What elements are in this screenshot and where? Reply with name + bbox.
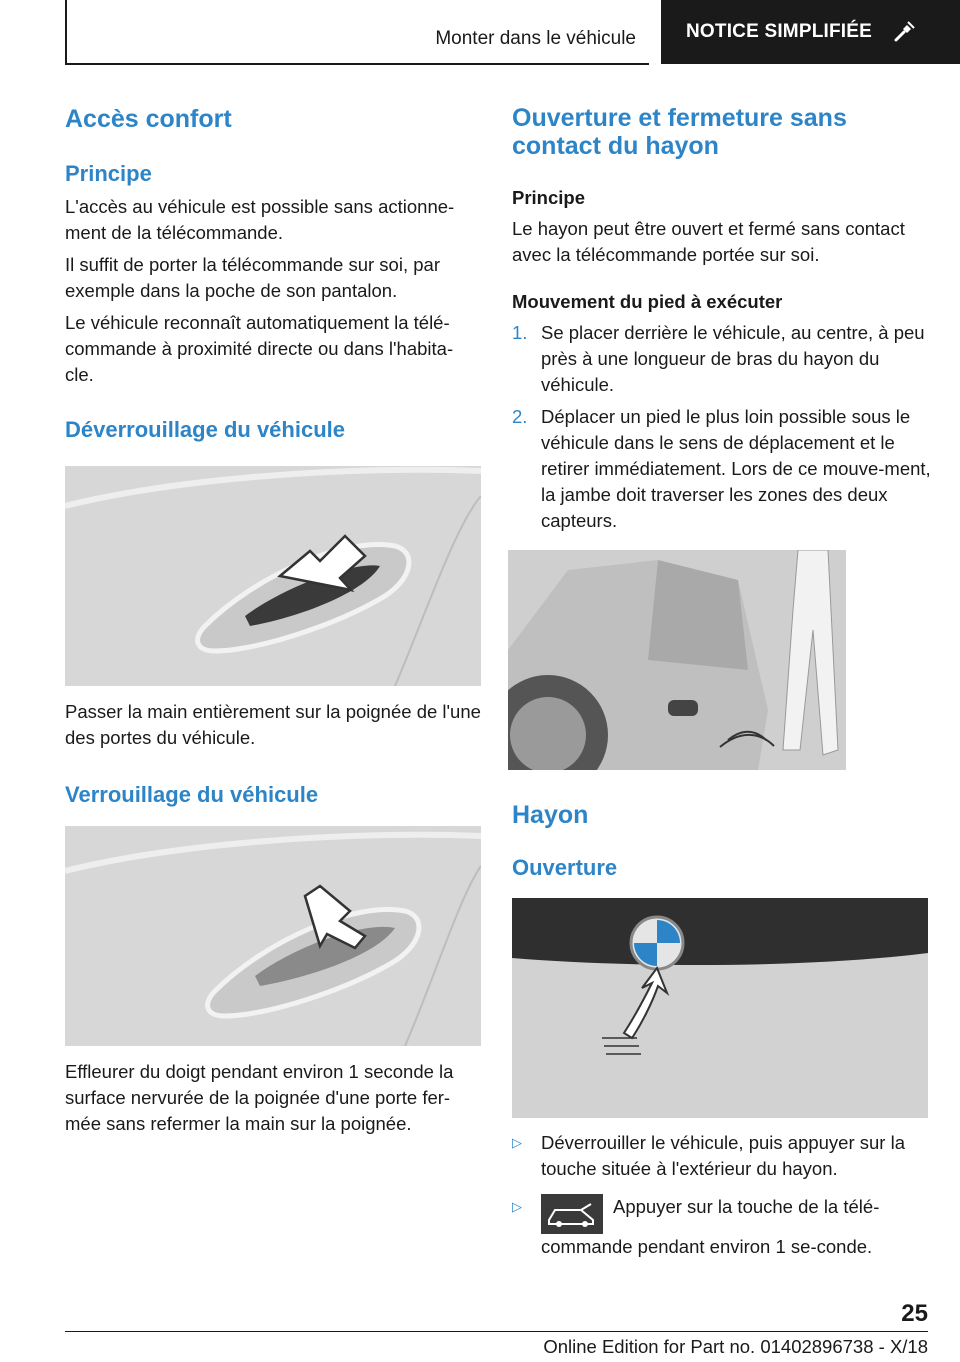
bullet-text: Déverrouiller le véhicule, puis appuyer sur la touche située à l'extérieur du hayon. — [541, 1132, 906, 1179]
hayon-heading: Hayon — [512, 801, 589, 829]
bullet-triangle-icon: ▷ — [512, 1135, 522, 1150]
step-number: 2. — [512, 406, 528, 427]
header-rule-bottom — [65, 63, 649, 65]
bullet-1 — [512, 1130, 932, 1182]
header-badge-label: NOTICE SIMPLIFIÉE — [686, 21, 873, 42]
tool-icon — [892, 20, 916, 44]
principe-text: Le hayon peut être ouvert et fermé sans contact avec la télécommande portée sur soi. — [512, 218, 905, 265]
bullet-triangle-icon: ▷ — [512, 1199, 522, 1214]
door-handle-unlock-illustration — [65, 466, 481, 686]
step-text: Déplacer un pied le plus loin possible sous le véhicule dans le sens de déplacement et le retirer immédiatement. Lors de ce mouve-ment, la jambe doit traverser les zones des deux capteurs. — [541, 406, 931, 531]
header-badge — [661, 0, 960, 64]
step-text: Se placer derrière le véhicule, au centre, à peu près à une longueur de bras du hayon du véhicule. — [541, 322, 925, 395]
right-column — [512, 100, 932, 1260]
section-title-hayon-sans-contact: Ouverture et fermeture sans contact du hayon — [512, 104, 847, 160]
car-trunk-icon — [541, 1194, 603, 1234]
bullet-2 — [512, 1194, 932, 1260]
principe-paragraph-1: L'accès au véhicule est possible sans actionne-ment de la télécommande. — [65, 196, 455, 243]
tailgate-button-illustration — [512, 898, 928, 1118]
section-title-acces-confort: Accès confort — [65, 105, 232, 133]
unlock-heading: Déverrouillage du véhicule — [65, 417, 345, 442]
principe-paragraph-3: Le véhicule reconnaît automatiquement la télé-commande à proximité directe ou dans l'habita-cle. — [65, 312, 454, 385]
door-handle-lock-illustration — [65, 826, 481, 1046]
lock-heading: Verrouillage du véhicule — [65, 782, 319, 807]
bullet-2-text: Appuyer sur la touche de la télé-commande pendant environ 1 se-conde. — [541, 1196, 880, 1257]
ouverture-heading: Ouverture — [512, 855, 618, 880]
left-column — [65, 100, 481, 1137]
page-number: 25 — [901, 1300, 928, 1327]
step-number: 1. — [512, 322, 528, 343]
principe-paragraph-2: Il suffit de porter la télécommande sur soi, par exemple dans la poche de son pantalon. — [65, 254, 440, 301]
header-rule-left — [65, 0, 67, 64]
header-section-title: Monter dans le véhicule — [435, 28, 636, 49]
footer-edition: Online Edition for Part no. 01402896738 - X/18 — [543, 1336, 928, 1357]
unlock-text: Passer la main entièrement sur la poignée de l'une des portes du véhicule. — [65, 701, 481, 748]
lock-text: Effleurer du doigt pendant environ 1 seconde la surface nervurée de la poignée d'une porte fer-mée sans refermer la main sur la poignée. — [65, 1061, 454, 1134]
step-2 — [512, 404, 932, 534]
movement-subheading: Mouvement du pied à exécuter — [512, 291, 783, 312]
principe-subheading: Principe — [512, 187, 585, 208]
bullet-text — [541, 1194, 932, 1260]
step-1 — [512, 320, 932, 398]
footer-rule — [65, 1331, 928, 1332]
foot-gesture-illustration — [508, 550, 846, 770]
principe-heading: Principe — [65, 161, 152, 186]
